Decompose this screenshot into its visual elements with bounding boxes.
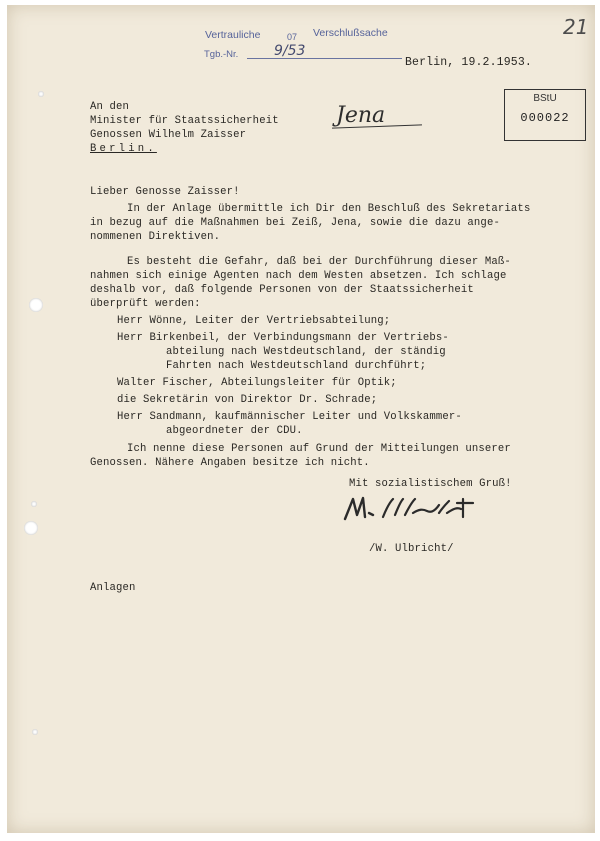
para2-line: nahmen sich einige Agenten nach dem Westen absetzen. Ich schlage	[90, 270, 507, 282]
person-entry-cont: abteilung nach Westdeutschland, der ständig	[166, 346, 446, 358]
recipient-line-1: An den	[90, 101, 130, 113]
para3-line: Genossen. Nähere Angaben besitze ich nicht.	[90, 457, 370, 469]
para2-line: überprüft werden:	[90, 298, 201, 310]
punch-hole	[24, 521, 38, 535]
signature	[339, 493, 489, 527]
stamp-tgb-line	[247, 58, 402, 59]
recipient-city: Berlin.	[90, 143, 157, 155]
stamp-label-right: Verschlußsache	[313, 27, 388, 39]
punch-hole	[32, 729, 38, 735]
person-entry: die Sekretärin von Direktor Dr. Schrade;	[117, 394, 378, 406]
stamp-tgb-label: Tgb.-Nr.	[204, 49, 239, 60]
attachments: Anlagen	[90, 582, 136, 594]
signature-name: /W. Ulbricht/	[369, 543, 454, 555]
para1-line: in bezug auf die Maßnahmen bei Zeiß, Jena, sowie die dazu ange-	[90, 217, 500, 229]
person-entry: Herr Sandmann, kaufmännischer Leiter und Volkskammer-	[117, 411, 462, 423]
punch-hole	[38, 91, 44, 97]
person-entry: Herr Wönne, Leiter der Vertriebsabteilung;	[117, 315, 391, 327]
salutation: Lieber Genosse Zaisser!	[90, 186, 240, 198]
handwritten-note: Jena	[336, 103, 386, 128]
para2-line: Es besteht die Gefahr, daß bei der Durchführung dieser Maß-	[127, 256, 511, 268]
para1-line: In der Anlage übermittle ich Dir den Beschluß des Sekretariats	[127, 203, 531, 215]
recipient-line-3: Genossen Wilhelm Zaisser	[90, 129, 247, 141]
person-entry: Herr Birkenbeil, der Verbindungsmann der Vertriebs-	[117, 332, 449, 344]
person-entry-cont: abgeordneter der CDU.	[166, 425, 303, 437]
para1-line: nommenen Direktiven.	[90, 231, 221, 243]
archive-label: BStU	[533, 93, 557, 104]
para2-line: deshalb vor, daß folgende Personen von der Staatssicherheit	[90, 284, 474, 296]
punch-hole	[31, 501, 37, 507]
recipient-line-2: Minister für Staatssicherheit	[90, 115, 279, 127]
archive-box	[504, 89, 586, 141]
archive-number: 000022	[520, 111, 570, 125]
closing: Mit sozialistischem Gruß!	[349, 478, 512, 490]
place-date: Berlin, 19.2.1953.	[405, 56, 532, 69]
stamp-number: 07	[287, 32, 298, 42]
stamp-tgb-value: 9/53	[274, 43, 306, 59]
para3-line: Ich nenne diese Personen auf Grund der Mitteilungen unserer	[127, 443, 511, 455]
letter-page	[7, 5, 595, 833]
person-entry-cont: Fahrten nach Westdeutschland durchführt;	[166, 360, 427, 372]
person-entry: Walter Fischer, Abteilungsleiter für Optik;	[117, 377, 397, 389]
stamp-label-left: Vertrauliche	[205, 29, 261, 41]
punch-hole	[29, 298, 43, 312]
page-number: 21	[563, 15, 589, 39]
